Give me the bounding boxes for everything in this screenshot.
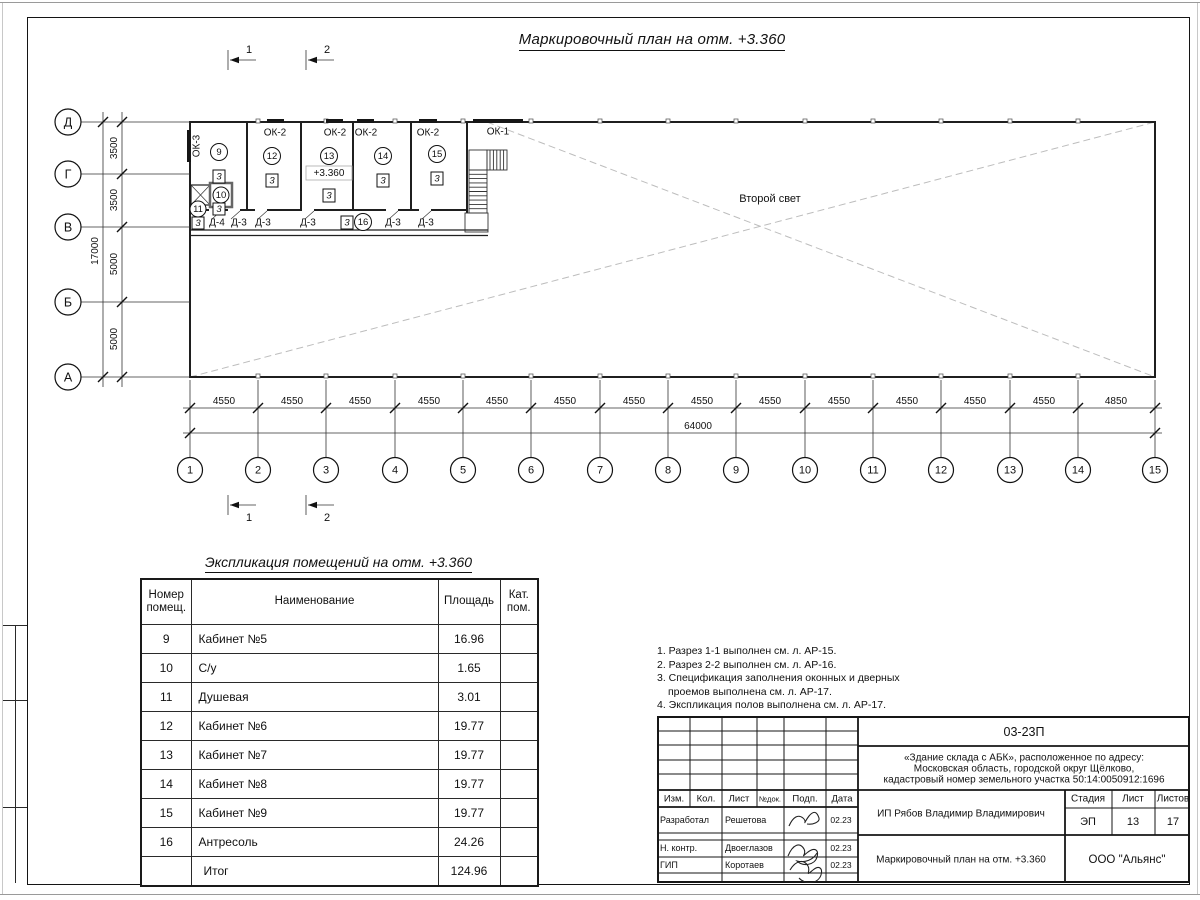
signer-date: 02.23 bbox=[830, 843, 852, 853]
table-row bbox=[141, 799, 538, 828]
col-dim: 4550 bbox=[212, 396, 236, 407]
signer-name: Коротаев bbox=[725, 860, 764, 870]
col-dim: 4550 bbox=[827, 396, 851, 407]
room-number: 10 bbox=[215, 190, 227, 201]
column-label: 6 bbox=[527, 464, 535, 477]
room-cat bbox=[500, 741, 538, 770]
signer-role: Н. контр. bbox=[660, 843, 698, 853]
room-area: 19.77 bbox=[438, 712, 500, 741]
binding-strip-divider bbox=[15, 625, 16, 883]
company-name: ООО "Альянс" bbox=[1088, 854, 1166, 866]
signer-name: Решетова bbox=[725, 815, 767, 825]
col-data: Дата bbox=[831, 793, 853, 805]
note-line: 2. Разрез 2-2 выполнен см. л. АР-16. bbox=[657, 658, 837, 671]
room-num: 12 bbox=[141, 712, 191, 741]
room-area: 1.65 bbox=[438, 654, 500, 683]
col-kol: Кол. bbox=[696, 793, 716, 805]
room-cat bbox=[500, 857, 538, 887]
room-area: 19.77 bbox=[438, 741, 500, 770]
floor-type: 3 bbox=[269, 175, 275, 187]
notes bbox=[657, 645, 900, 713]
column-label: 4 bbox=[391, 464, 399, 477]
drawing-name: Маркировочный план на отм. +3.360 bbox=[876, 854, 1046, 866]
column-label: 1 bbox=[186, 464, 194, 477]
col-dim: 4550 bbox=[1032, 396, 1056, 407]
window-label-ok2: ОК-2 bbox=[323, 127, 347, 139]
column-label: 9 bbox=[732, 464, 740, 477]
plan-title: Маркировочный план на отм. +3.360 bbox=[402, 31, 902, 48]
floor-type: 3 bbox=[216, 204, 222, 215]
room-cat bbox=[500, 828, 538, 857]
col-header-cat: Кат. пом. bbox=[500, 579, 538, 625]
window-label-ok1: ОК-1 bbox=[486, 126, 510, 138]
object-address-line2: Московская область, городской округ Щёлково, bbox=[913, 763, 1135, 775]
signer-date: 02.23 bbox=[830, 860, 852, 870]
note-line: 3. Спецификация заполнения оконных и дверных bbox=[657, 672, 900, 684]
col-dim: 4550 bbox=[348, 396, 372, 407]
room-cat bbox=[500, 799, 538, 828]
column-grid bbox=[178, 380, 1168, 483]
col-dim: 4550 bbox=[417, 396, 441, 407]
room-num: 14 bbox=[141, 770, 191, 799]
room-name: С/у bbox=[191, 654, 438, 683]
room-area: 3.01 bbox=[438, 683, 500, 712]
axis-label: В bbox=[63, 220, 73, 235]
col-dim: 4550 bbox=[485, 396, 509, 407]
table-row bbox=[141, 683, 538, 712]
table-row bbox=[141, 770, 538, 799]
section-number: 1 bbox=[245, 512, 253, 524]
floor-type: 3 bbox=[380, 175, 386, 187]
room-name: Кабинет №7 bbox=[191, 741, 438, 770]
door-label: Д-3 bbox=[255, 217, 271, 229]
table-row bbox=[141, 654, 538, 683]
row-dim: 5000 bbox=[109, 252, 120, 276]
room-area: 19.77 bbox=[438, 799, 500, 828]
room-name: Кабинет №8 bbox=[191, 770, 438, 799]
col-podp: Подп. bbox=[792, 793, 818, 805]
room-number: 11 bbox=[193, 204, 203, 215]
client-name: ИП Рябов Владимир Владимирович bbox=[877, 808, 1045, 820]
room-marks bbox=[190, 144, 446, 231]
door-label: Д-3 bbox=[385, 217, 401, 229]
room-number: 16 bbox=[357, 217, 369, 228]
col-dim: 4550 bbox=[622, 396, 646, 407]
explication-header-row bbox=[141, 579, 538, 625]
section-marker-2-top bbox=[306, 44, 334, 70]
section-marker-1-top bbox=[228, 44, 256, 70]
section-number: 2 bbox=[323, 512, 331, 524]
room-name: Кабинет №5 bbox=[191, 625, 438, 654]
sheet-label: Лист bbox=[1122, 793, 1144, 805]
column-label: 2 bbox=[254, 464, 262, 477]
col-dim: 4550 bbox=[553, 396, 577, 407]
explication-title: Экспликация помещений на отм. +3.360 bbox=[140, 554, 537, 570]
col-dim: 4550 bbox=[690, 396, 714, 407]
axis-label: Д bbox=[63, 115, 73, 130]
table-row bbox=[141, 741, 538, 770]
note-line: проемов выполнена см. л. АР-17. bbox=[668, 685, 832, 698]
axis-label: А bbox=[63, 370, 73, 385]
room-cat bbox=[500, 625, 538, 654]
room-cat bbox=[500, 683, 538, 712]
door-labels bbox=[209, 218, 434, 229]
room-num: 16 bbox=[141, 828, 191, 857]
table-row bbox=[141, 625, 538, 654]
column-label: 12 bbox=[934, 464, 948, 477]
second-light-label: Второй свет bbox=[739, 193, 801, 205]
window-label-ok2: ОК-2 bbox=[263, 127, 287, 139]
room-name: Антресоль bbox=[191, 828, 438, 857]
room-num: 10 bbox=[141, 654, 191, 683]
signer-name: Двоеглазов bbox=[725, 843, 773, 853]
column-label: 7 bbox=[596, 464, 604, 477]
col-dim: 4550 bbox=[895, 396, 919, 407]
room-number: 13 bbox=[323, 151, 335, 162]
explication-table bbox=[140, 578, 539, 887]
room-number: 12 bbox=[266, 151, 278, 162]
door-label: Д-3 bbox=[418, 217, 434, 229]
room-num bbox=[141, 857, 191, 887]
object-address-line1: «Здание склада с АБК», расположенное по адресу: bbox=[904, 752, 1144, 764]
note-line: 4. Экспликация полов выполнена см. л. АР-17. bbox=[657, 699, 886, 711]
room-cat bbox=[500, 654, 538, 683]
row-total-dim: 17000 bbox=[90, 237, 101, 265]
room-cat bbox=[500, 712, 538, 741]
column-label: 13 bbox=[1003, 464, 1017, 477]
col-dim: 4550 bbox=[280, 396, 304, 407]
total-label: Итог bbox=[191, 857, 438, 887]
sheets-total: 17 bbox=[1166, 816, 1180, 828]
room-number: 9 bbox=[216, 147, 222, 158]
room-name: Душевая bbox=[191, 683, 438, 712]
stage-label: Стадия bbox=[1070, 793, 1106, 805]
window-label-ok3: ОК-3 bbox=[191, 134, 203, 158]
room-num: 9 bbox=[141, 625, 191, 654]
room-area: 24.26 bbox=[438, 828, 500, 857]
row-dim: 5000 bbox=[109, 327, 120, 351]
column-label: 8 bbox=[664, 464, 672, 477]
door-label: Д-4 bbox=[209, 217, 225, 229]
column-label: 3 bbox=[322, 464, 330, 477]
room-num: 13 bbox=[141, 741, 191, 770]
axis-label: Б bbox=[63, 295, 73, 310]
col-dim: 4850 bbox=[1104, 396, 1128, 407]
sheets-label: Листов bbox=[1156, 793, 1190, 805]
room-name: Кабинет №6 bbox=[191, 712, 438, 741]
col-header-num: Номер помещ. bbox=[141, 579, 191, 625]
column-label: 11 bbox=[867, 464, 879, 477]
room-name: Кабинет №9 bbox=[191, 799, 438, 828]
section-marker-2-bottom bbox=[306, 495, 334, 524]
section-number: 1 bbox=[245, 44, 253, 56]
row-dim: 3500 bbox=[109, 188, 120, 212]
row-dim: 3500 bbox=[109, 136, 120, 160]
floor-type: 3 bbox=[344, 217, 350, 229]
col-izm: Изм. bbox=[663, 793, 685, 805]
door-label: Д-3 bbox=[231, 217, 247, 229]
col-header-area: Площадь bbox=[438, 579, 500, 625]
floor-type: 3 bbox=[216, 171, 222, 183]
table-row bbox=[141, 828, 538, 857]
room-area: 16.96 bbox=[438, 625, 500, 654]
column-label: 15 bbox=[1148, 464, 1162, 477]
floor-type: 3 bbox=[326, 190, 332, 202]
col-dim: 4550 bbox=[963, 396, 987, 407]
signer-role: ГИП bbox=[660, 860, 678, 870]
section-number: 2 bbox=[323, 44, 331, 56]
col-total-dim: 64000 bbox=[684, 421, 712, 432]
table-row bbox=[141, 712, 538, 741]
object-address-line3: кадастровый номер земельного участка 50:14:0050912:1696 bbox=[883, 774, 1165, 786]
signer-role: Разработал bbox=[660, 815, 709, 825]
column-label: 10 bbox=[798, 464, 812, 477]
table-row-total bbox=[141, 857, 538, 887]
room-cat bbox=[500, 770, 538, 799]
window-label-ok2: ОК-2 bbox=[354, 127, 378, 139]
row-axes bbox=[55, 109, 190, 390]
room-num: 11 bbox=[141, 683, 191, 712]
col-dim: 4550 bbox=[758, 396, 782, 407]
stage-value: ЭП bbox=[1080, 816, 1096, 828]
sheet-number: 13 bbox=[1126, 816, 1140, 828]
col-ndoc: №док. bbox=[759, 794, 781, 804]
axis-label: Г bbox=[64, 167, 72, 182]
total-area: 124.96 bbox=[438, 857, 500, 887]
title-block bbox=[657, 716, 1190, 883]
note-line: 1. Разрез 1-1 выполнен см. л. АР-15. bbox=[657, 645, 837, 657]
room-number: 15 bbox=[431, 149, 443, 160]
room-area: 19.77 bbox=[438, 770, 500, 799]
room-number: 14 bbox=[377, 151, 389, 162]
column-label: 5 bbox=[459, 464, 467, 477]
floor-type: 3 bbox=[195, 218, 201, 229]
col-header-name: Наименование bbox=[191, 579, 438, 625]
col-list: Лист bbox=[728, 793, 750, 805]
page-edge-bottom bbox=[0, 894, 1200, 895]
door-label: Д-3 bbox=[300, 217, 316, 229]
doc-number: 03-23П bbox=[1003, 725, 1045, 739]
staircase bbox=[465, 150, 507, 232]
level-mark: +3.360 bbox=[313, 168, 345, 179]
column-label: 14 bbox=[1071, 464, 1085, 477]
section-marker-1-bottom bbox=[228, 495, 256, 524]
window-label-ok2: ОК-2 bbox=[416, 127, 440, 139]
signer-date: 02.23 bbox=[830, 815, 852, 825]
room-num: 15 bbox=[141, 799, 191, 828]
floor-type: 3 bbox=[434, 173, 440, 185]
